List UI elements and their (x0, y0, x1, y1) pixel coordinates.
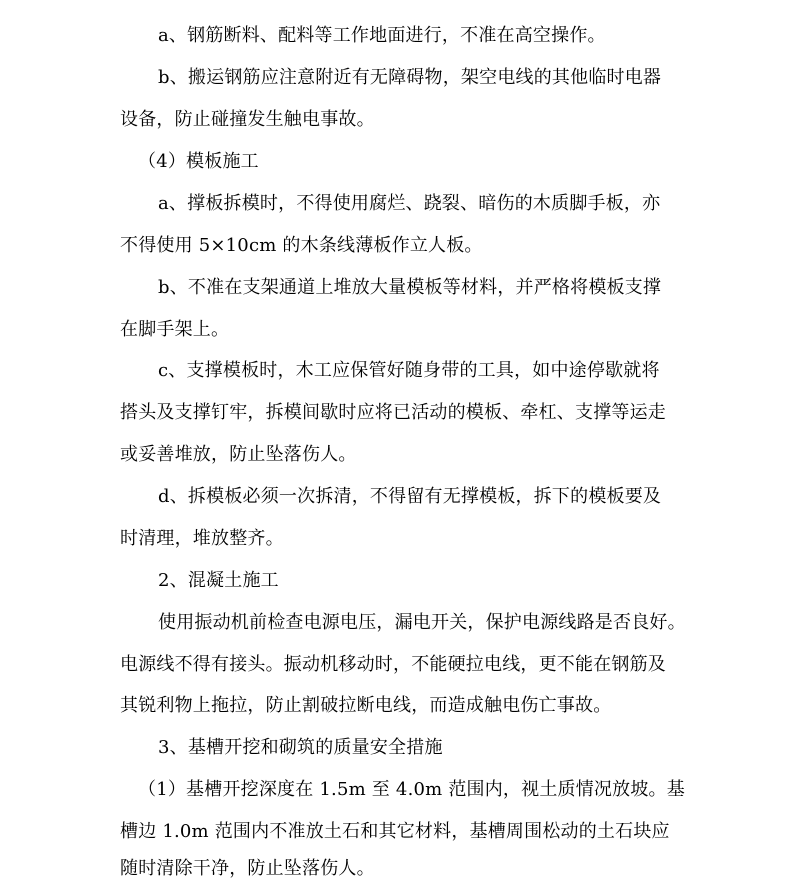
text-line: b、不准在支架通道上堆放大量模板等材料，并严格将模板支撑 (158, 277, 662, 298)
text-line: 在脚手架上。 (120, 319, 230, 340)
section-heading: 3、基槽开挖和砌筑的质量安全措施 (158, 737, 443, 758)
text-line: （1）基槽开挖深度在 1.5m 至 4.0m 范围内，视土质情况放坡。基 (138, 779, 685, 800)
text-line: a、钢筋断料、配料等工作地面进行，不准在高空操作。 (158, 25, 606, 46)
section-heading: 2、混凝土施工 (158, 570, 279, 591)
text-line: b、搬运钢筋应注意附近有无障碍物，架空电线的其他临时电器 (158, 67, 662, 88)
text-line: 使用振动机前检查电源电压，漏电开关，保护电源线路是否良好。 (158, 612, 686, 633)
text-line: c、支撑模板时，木工应保管好随身带的工具，如中途停歇就将 (158, 360, 660, 381)
text-line: 时清理，堆放整齐。 (120, 528, 284, 549)
text-line: 搭头及支撑钉牢，拆模间歇时应将已活动的模板、牵杠、支撑等运走 (120, 402, 666, 423)
text-line: 不得使用 5×10cm 的木条线薄板作立人板。 (120, 235, 483, 256)
text-line: 或妥善堆放，防止坠落伤人。 (120, 444, 357, 465)
text-line: 设备，防止碰撞发生触电事故。 (120, 109, 375, 130)
text-line: a、撑板拆模时，不得使用腐烂、跷裂、暗伤的木质脚手板，亦 (158, 193, 661, 214)
text-line: d、拆模板必须一次拆清，不得留有无撑模板，拆下的模板要及 (158, 486, 662, 507)
section-heading: （4）模板施工 (138, 151, 259, 172)
text-line: 电源线不得有接头。振动机移动时，不能硬拉电线，更不能在钢筋及 (120, 654, 666, 675)
text-line: 随时清除干净，防止坠落伤人。 (120, 858, 375, 879)
text-line: 其锐利物上拖拉，防止割破拉断电线，而造成触电伤亡事故。 (120, 695, 612, 716)
text-line: 槽边 1.0m 范围内不准放土石和其它材料，基槽周围松动的土石块应 (120, 821, 670, 842)
